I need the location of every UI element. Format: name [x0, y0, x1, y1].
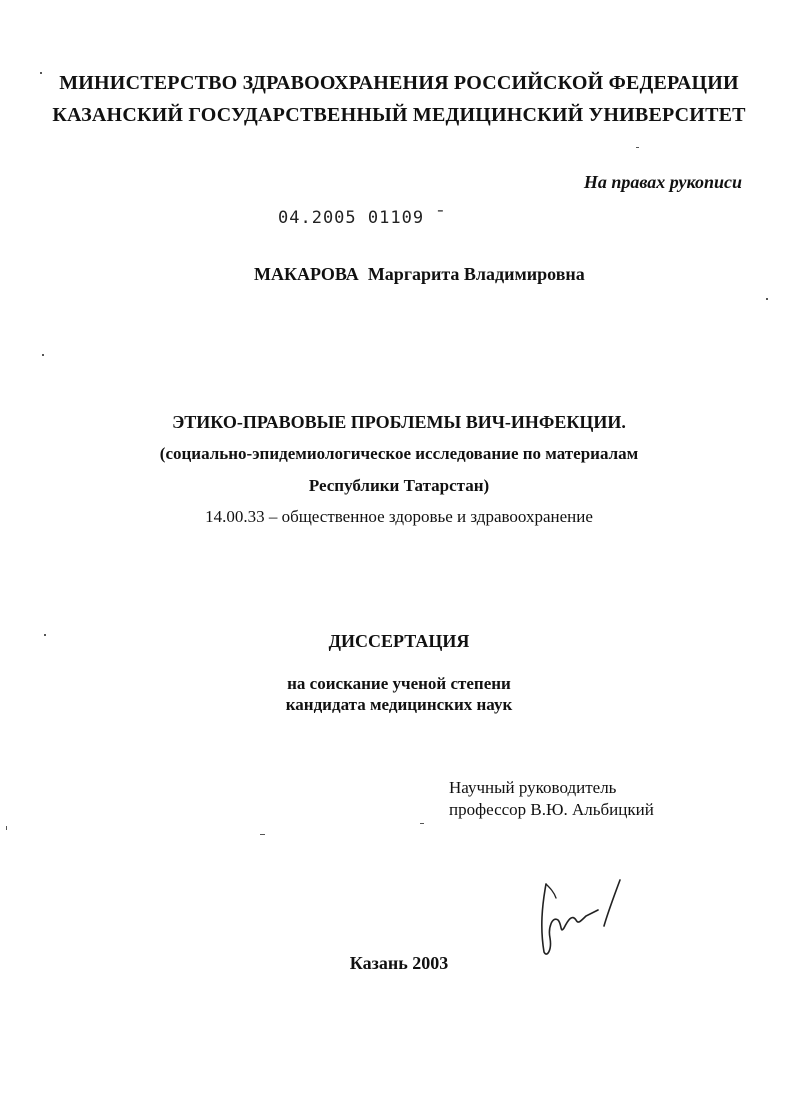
author-given-names: Маргарита Владимировна	[367, 264, 585, 284]
author-surname: МАКАРОВА	[254, 264, 359, 284]
document-type: ДИССЕРТАЦИЯ	[328, 631, 470, 651]
thesis-subtitle-line2: Республики Татарстан)	[308, 476, 490, 495]
ministry-heading: МИНИСТЕРСТВО ЗДРАВООХРАНЕНИЯ РОССИЙСКОЙ ФЕДЕРАЦИИ	[59, 72, 739, 94]
author-name	[254, 264, 585, 285]
scan-speck	[44, 634, 46, 636]
thesis-title: ЭТИКО-ПРАВОВЫЕ ПРОБЛЕМЫ ВИЧ-ИНФЕКЦИИ.	[172, 412, 626, 432]
supervisor-role: Научный руководитель	[449, 778, 617, 797]
place-and-year: Казань 2003	[349, 953, 449, 973]
scan-speck	[42, 354, 44, 356]
scan-speck	[636, 147, 639, 148]
university-heading: КАЗАНСКИЙ ГОСУДАРСТВЕННЫЙ МЕДИЦИНСКИЙ УНИВЕРСИТЕТ	[52, 104, 746, 126]
degree-line2: кандидата медицинских наук	[285, 695, 513, 714]
specialty-code: 14.00.33 – общественное здоровье и здравоохранение	[205, 507, 593, 526]
scan-speck	[766, 298, 768, 300]
scan-speck	[6, 826, 7, 830]
thesis-subtitle-line1: (социально-эпидемиологическое исследование по материалам	[159, 444, 639, 463]
scan-speck	[40, 72, 42, 74]
scan-speck	[260, 834, 265, 835]
registration-number-value: 04.2005 01109	[278, 208, 425, 228]
degree-line1: на соискание ученой степени	[287, 674, 511, 693]
scan-speck	[420, 823, 424, 824]
manuscript-rights-note: На правах рукописи	[583, 172, 742, 192]
registration-number: 04.2005 01109 ˉ	[278, 208, 447, 228]
supervisor-name: профессор В.Ю. Альбицкий	[449, 800, 654, 819]
supervisor-signature	[534, 876, 630, 960]
